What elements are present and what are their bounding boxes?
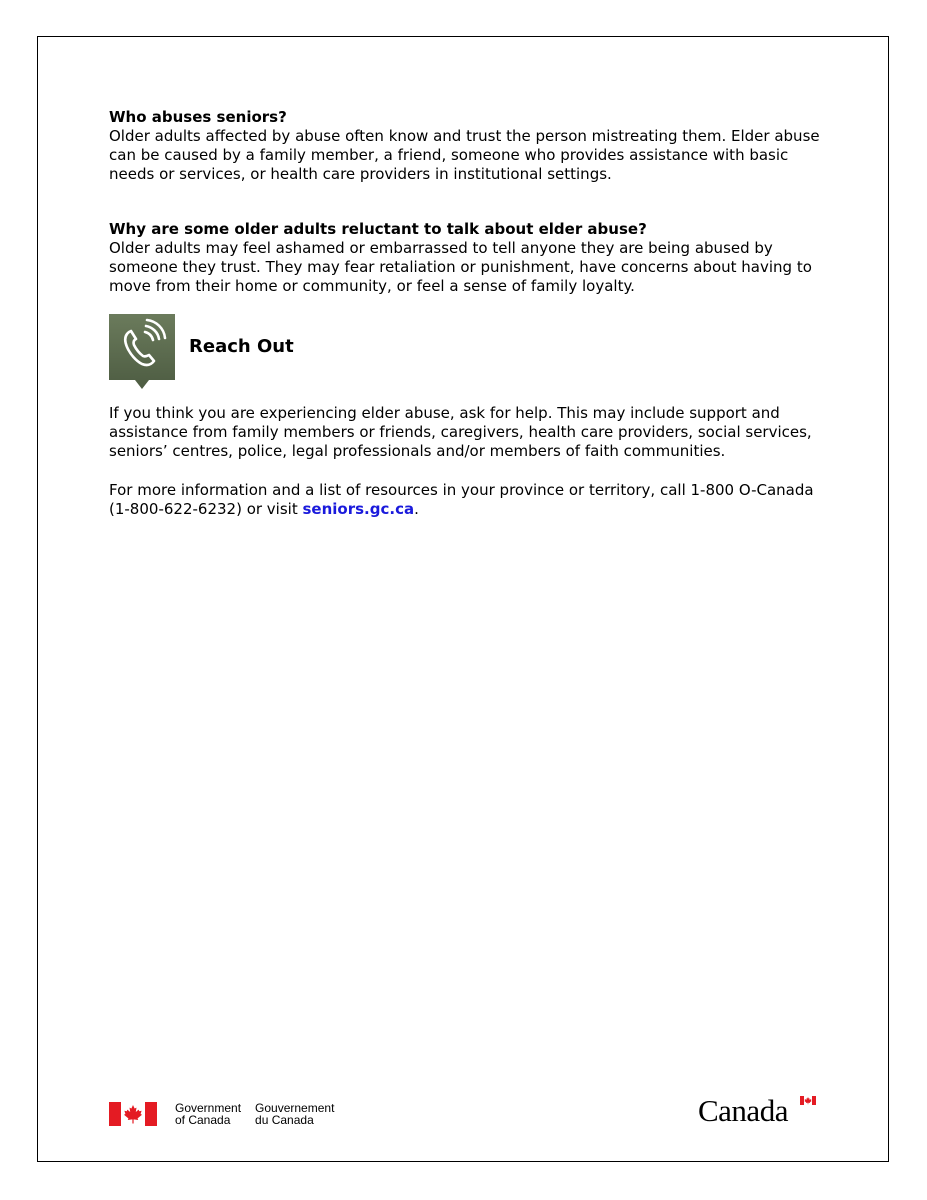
resources-paragraph — [109, 481, 829, 519]
wordmark-french — [255, 1102, 334, 1126]
reach-out-text — [109, 404, 829, 539]
government-wordmark — [175, 1102, 348, 1126]
section-reluctant — [109, 220, 829, 296]
canada-flag-icon — [109, 1102, 157, 1126]
canada-wordmark — [698, 1094, 820, 1128]
section-heading: Who abuses seniors? — [109, 108, 287, 126]
main-content — [109, 108, 829, 332]
government-of-canada-signature — [109, 1102, 348, 1126]
reach-out-title: Reach Out — [189, 336, 294, 357]
wordmark-line: Government — [175, 1101, 242, 1115]
canada-wordmark-text: Canada — [698, 1093, 788, 1128]
section-who-abuses — [109, 108, 829, 184]
wordmark-line: of Canada — [175, 1113, 231, 1127]
wordmark-english — [175, 1102, 241, 1126]
resources-text-end: . — [414, 500, 419, 518]
reach-out-paragraph: If you think you are experiencing elder abuse, ask for help. This may include support and assistance from family members or friends, caregivers, health care providers, social services, seniors’ centres, police, legal professionals and/or members of faith communities. — [109, 404, 812, 460]
wordmark-line: du Canada — [255, 1113, 314, 1127]
phone-icon — [109, 314, 175, 390]
section-heading: Why are some older adults reluctant to talk about elder abuse? — [109, 220, 647, 238]
seniors-link[interactable]: seniors.gc.ca — [302, 500, 415, 518]
canada-wordmark-flag-icon — [800, 1096, 816, 1105]
section-body: Older adults affected by abuse often know and trust the person mistreating them. Elder abuse can be caused by a family member, a friend, someone who provides assistance with basic needs or services, or health care providers in institutional settings. — [109, 127, 820, 183]
resources-text: For more information and a list of resources in your province or territory, call 1-800 O-Canada (1-800-622-6232) or visit — [109, 481, 814, 518]
reach-out-header — [109, 314, 294, 394]
section-body: Older adults may feel ashamed or embarrassed to tell anyone they are being abused by someone they trust. They may fear retaliation or punishment, have concerns about having to move from their home or community, or feel a sense of family loyalty. — [109, 239, 812, 295]
wordmark-line: Gouvernement — [255, 1101, 335, 1115]
